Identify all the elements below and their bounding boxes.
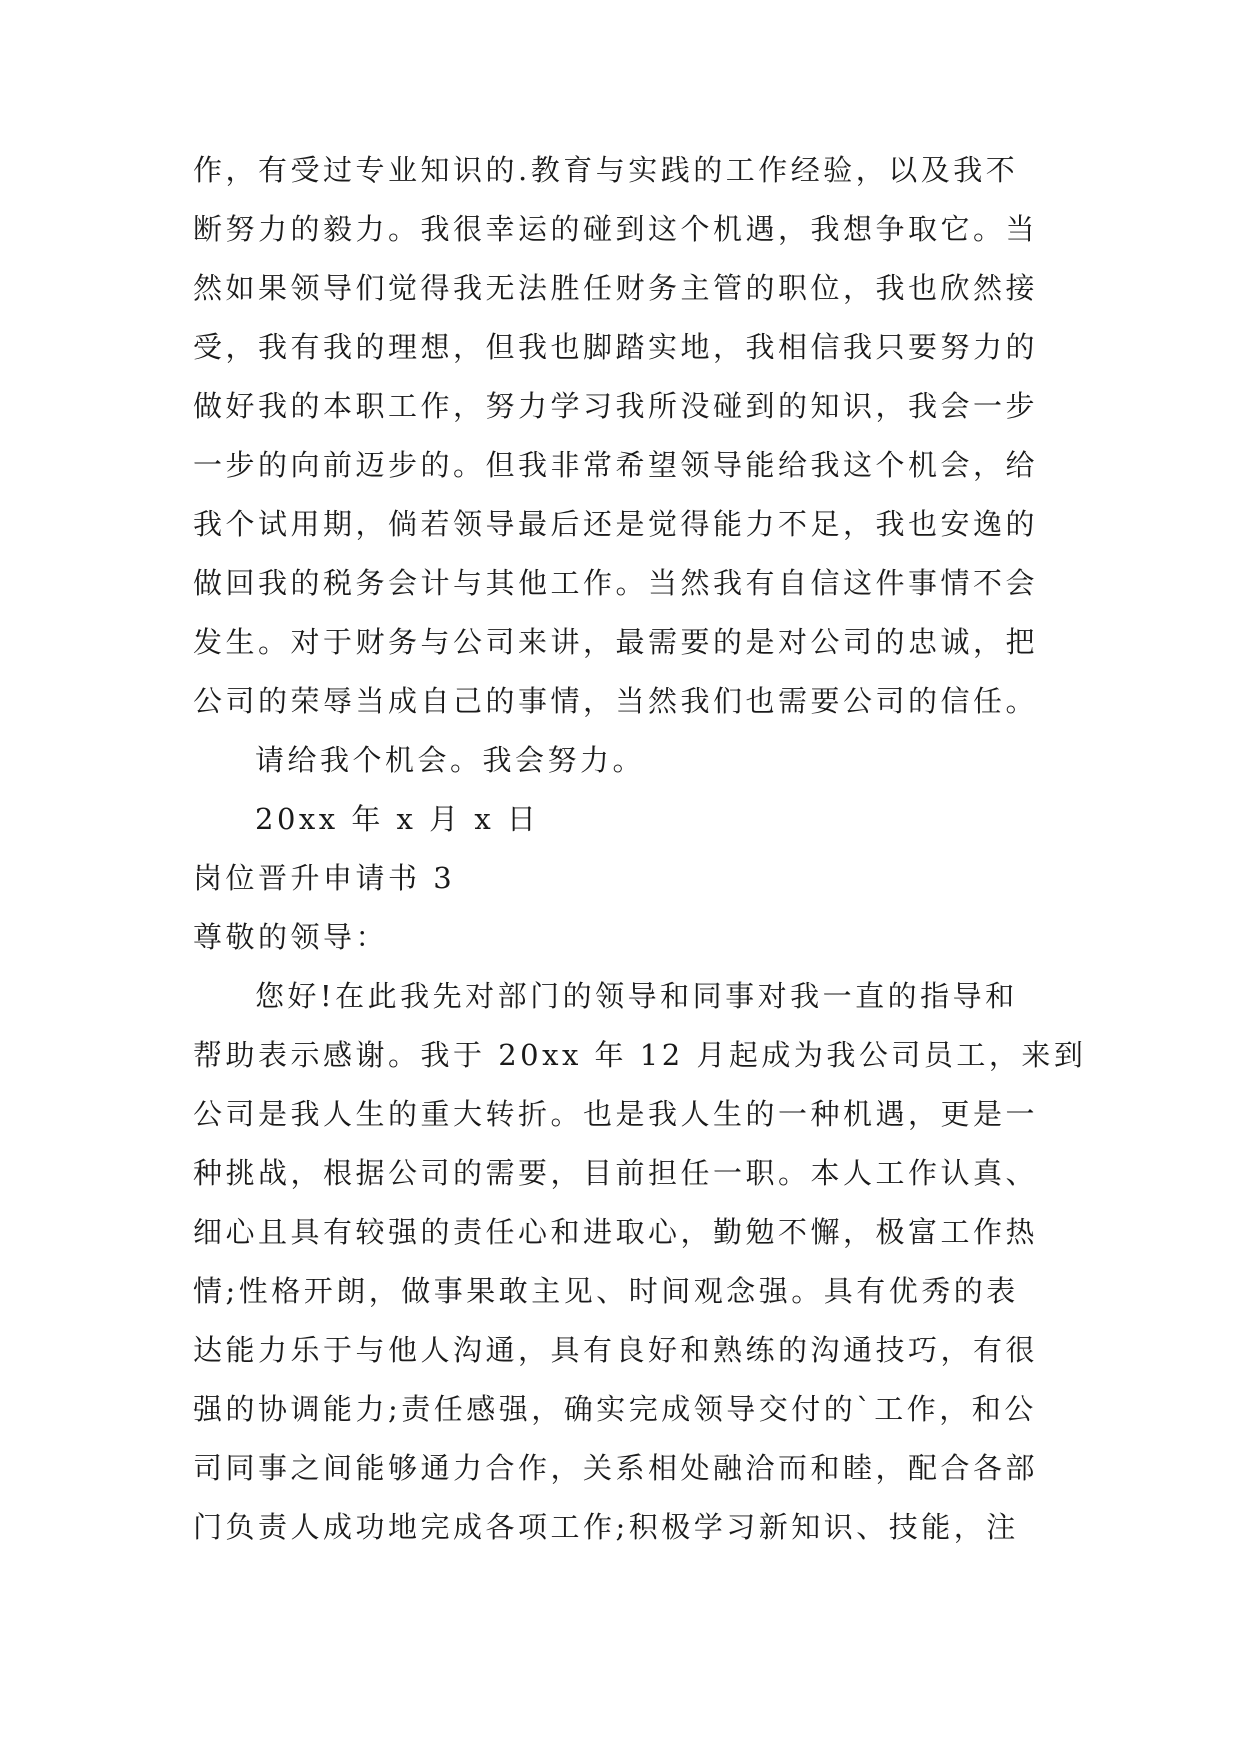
- body-text-line: 帮助表示感谢。我于 20xx 年 12 月起成为我公司员工，来到: [193, 1038, 1087, 1072]
- body-text-line: 强的协调能力;责任感强，确实完成领导交付的`工作，和公: [193, 1392, 1037, 1426]
- body-text-line: 做回我的税务会计与其他工作。当然我有自信这件事情不会: [193, 566, 1039, 600]
- section-title: 岗位晋升申请书 3: [193, 861, 456, 895]
- body-text-line: 细心且具有较强的责任心和进取心，勤勉不懈，极富工作热: [193, 1215, 1039, 1249]
- body-text-line: 做好我的本职工作，努力学习我所没碰到的知识，我会一步: [193, 389, 1039, 423]
- date-line: 20xx 年 x 月 x 日: [255, 802, 540, 836]
- closing-request-line: 请给我个机会。我会努力。: [255, 743, 646, 777]
- body-text-line: 受，我有我的理想，但我也脚踏实地，我相信我只要努力的: [193, 330, 1039, 364]
- body-text-line: 我个试用期，倘若领导最后还是觉得能力不足，我也安逸的: [193, 507, 1039, 541]
- body-text-line: 公司的荣辱当成自己的事情，当然我们也需要公司的信任。: [193, 684, 1039, 718]
- salutation: 尊敬的领导：: [193, 920, 389, 954]
- body-text-line: 司同事之间能够通力合作，关系相处融洽而和睦，配合各部: [193, 1451, 1039, 1485]
- body-text-line: 一步的向前迈步的。但我非常希望领导能给我这个机会，给: [193, 448, 1039, 482]
- body-text-line: 门负责人成功地完成各项工作;积极学习新知识、技能，注: [193, 1510, 1019, 1544]
- body-text-line: 然如果领导们觉得我无法胜任财务主管的职位，我也欣然接: [193, 271, 1039, 305]
- body-text-line: 发生。对于财务与公司来讲，最需要的是对公司的忠诚，把: [193, 625, 1039, 659]
- body-text-line: 作，有受过专业知识的.教育与实践的工作经验，以及我不: [193, 153, 1019, 187]
- body-text-line: 公司是我人生的重大转折。也是我人生的一种机遇，更是一: [193, 1097, 1039, 1131]
- body-text-line: 您好!在此我先对部门的领导和同事对我一直的指导和: [255, 979, 1018, 1013]
- body-text-line: 达能力乐于与他人沟通，具有良好和熟练的沟通技巧，有很: [193, 1333, 1039, 1367]
- body-text-line: 情;性格开朗，做事果敢主见、时间观念强。具有优秀的表: [193, 1274, 1019, 1308]
- body-text-line: 种挑战，根据公司的需要，目前担任一职。本人工作认真、: [193, 1156, 1039, 1190]
- body-text-line: 断努力的毅力。我很幸运的碰到这个机遇，我想争取它。当: [193, 212, 1039, 246]
